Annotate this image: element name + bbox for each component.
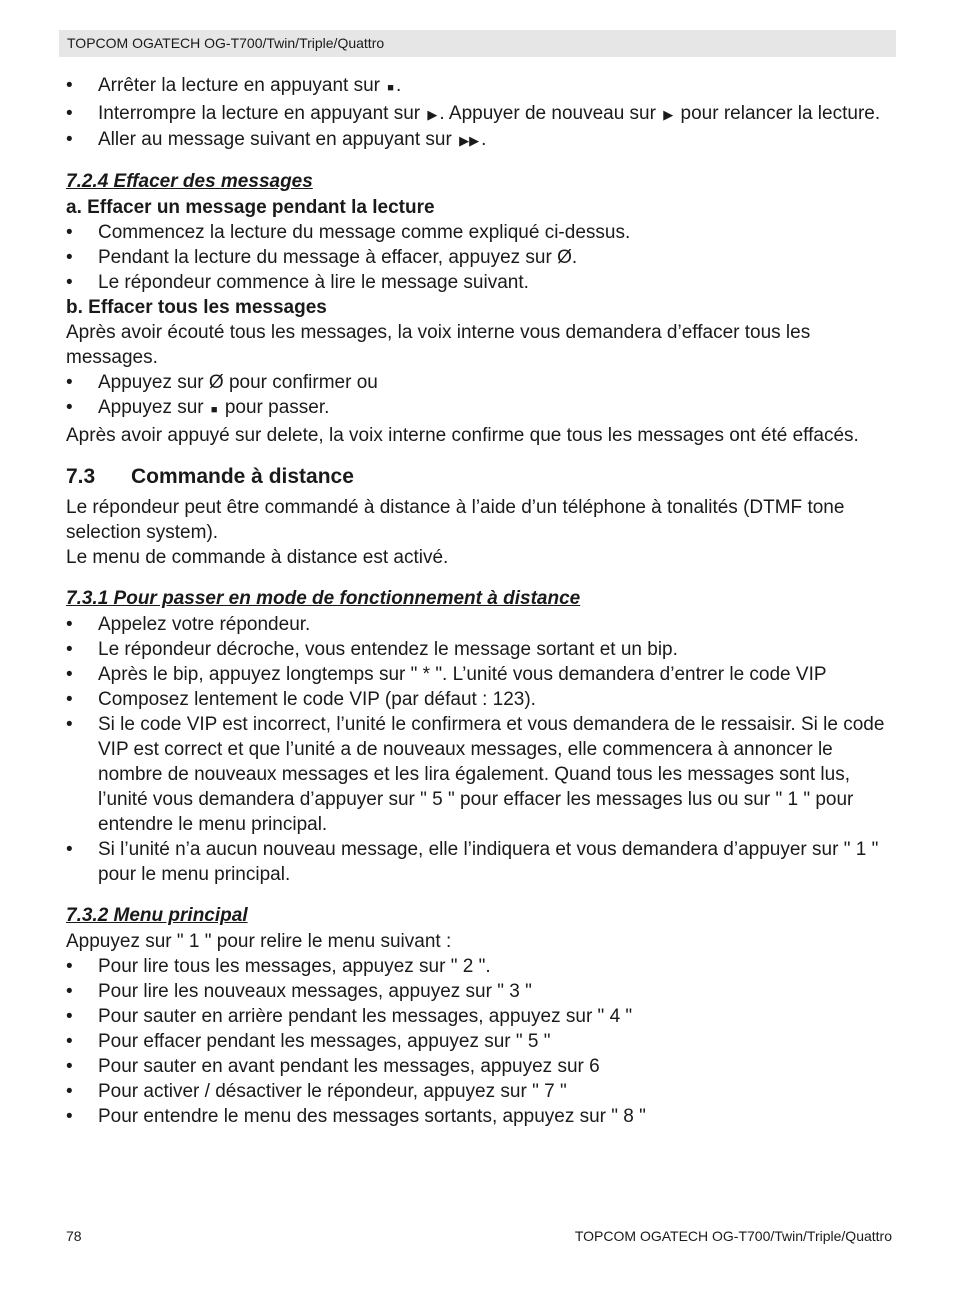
list-item: • Pour sauter en avant pendant les messages, appuyez sur 6 — [66, 1054, 896, 1079]
paragraph: Après avoir appuyé sur delete, la voix interne confirme que tous les messages ont été effacés. — [66, 425, 859, 446]
play-icon: ▶ — [663, 107, 674, 122]
list-item: • Le répondeur décroche, vous entendez le message sortant et un bip. — [66, 637, 896, 662]
list-item: • Après le bip, appuyez longtemps sur " * ". L’unité vous demandera d’entrer le code VIP — [66, 662, 896, 687]
list-item: • Appelez votre répondeur. — [66, 612, 896, 637]
stop-icon: ■ — [210, 404, 218, 416]
paragraph: Appuyez sur " 1 " pour relire le menu suivant : — [66, 931, 452, 952]
section-heading-7-3: 7.3 Commande à distance — [66, 465, 354, 488]
subsection-title-a: a. Effacer un message pendant la lecture — [66, 197, 435, 218]
fast-forward-icon: ▶▶ — [459, 133, 480, 148]
list-item: • Pendant la lecture du message à effacer, appuyez sur Ø. — [66, 245, 896, 270]
list-item: • Le répondeur commence à lire le message suivant. — [66, 270, 896, 295]
list-item: • Appuyez sur ■ pour passer. — [66, 395, 896, 423]
header-title: TOPCOM OGATECH OG-T700/Twin/Triple/Quattro — [67, 35, 385, 51]
paragraph: Le répondeur peut être commandé à distance à l’aide d’un téléphone à tonalités (DTMF tone selection system). — [66, 497, 845, 543]
stop-icon: ■ — [387, 82, 394, 94]
list-item: • Pour entendre le menu des messages sortants, appuyez sur " 8 " — [66, 1104, 896, 1129]
section-title-7-2-4: 7.2.4 Effacer des messages — [66, 171, 313, 192]
list-item: • Composez lentement le code VIP (par défaut : 123). — [66, 687, 896, 712]
subsection-title-b: b. Effacer tous les messages — [66, 297, 327, 318]
list-item: • Pour effacer pendant les messages, appuyez sur " 5 " — [66, 1029, 896, 1054]
play-icon: ▶ — [427, 107, 438, 122]
list-item: • Pour lire tous les messages, appuyez sur " 2 ". — [66, 954, 896, 979]
section-title-7-3-2: 7.3.2 Menu principal — [66, 905, 248, 926]
list-item: • Si l’unité n’a aucun nouveau message, elle l’indiquera et vous demandera d’appuyer sur " 1 " pour le menu principal. — [66, 837, 896, 887]
list-item: • Aller au message suivant en appuyant sur ▶▶ . — [66, 127, 896, 153]
list-item: • Pour activer / désactiver le répondeur, appuyez sur " 7 " — [66, 1079, 896, 1104]
list-item: • Commencez la lecture du message comme expliqué ci-dessus. — [66, 220, 896, 245]
paragraph: Après avoir écouté tous les messages, la voix interne vous demandera d’effacer tous les messages. — [66, 322, 811, 368]
paragraph: Le menu de commande à distance est activé. — [66, 547, 449, 568]
list-item: • Appuyez sur Ø pour confirmer ou — [66, 370, 896, 395]
footer-title: TOPCOM OGATECH OG-T700/Twin/Triple/Quattro — [574, 1228, 892, 1244]
list-item: • Arrêter la lecture en appuyant sur ■ . — [66, 73, 896, 101]
list-item: • Si le code VIP est incorrect, l’unité le confirmera et vous demandera de le ressaisir. Si le code VIP est correct et que l’unité a de nouveaux messages, elle commencera à annoncer le nombre de nouveaux messages et les lira également. Quand tous les messages sont lus, l’unité vous demandera d’appuyer sur " 5 " pour effacer les messages lus ou sur " 1 " pour entendre le menu principal. — [66, 712, 896, 837]
section-title-7-3-1: 7.3.1 Pour passer en mode de fonctionnement à distance — [66, 588, 581, 609]
list-item: • Interrompre la lecture en appuyant sur ▶ . Appuyer de nouveau sur ▶ pour relancer la lecture. — [66, 101, 896, 127]
page-header — [59, 30, 896, 57]
list-item: • Pour lire les nouveaux messages, appuyez sur " 3 " — [66, 979, 896, 1004]
page-number: 78 — [66, 1228, 82, 1244]
page-content — [66, 73, 896, 1129]
list-item: • Pour sauter en arrière pendant les messages, appuyez sur " 4 " — [66, 1004, 896, 1029]
